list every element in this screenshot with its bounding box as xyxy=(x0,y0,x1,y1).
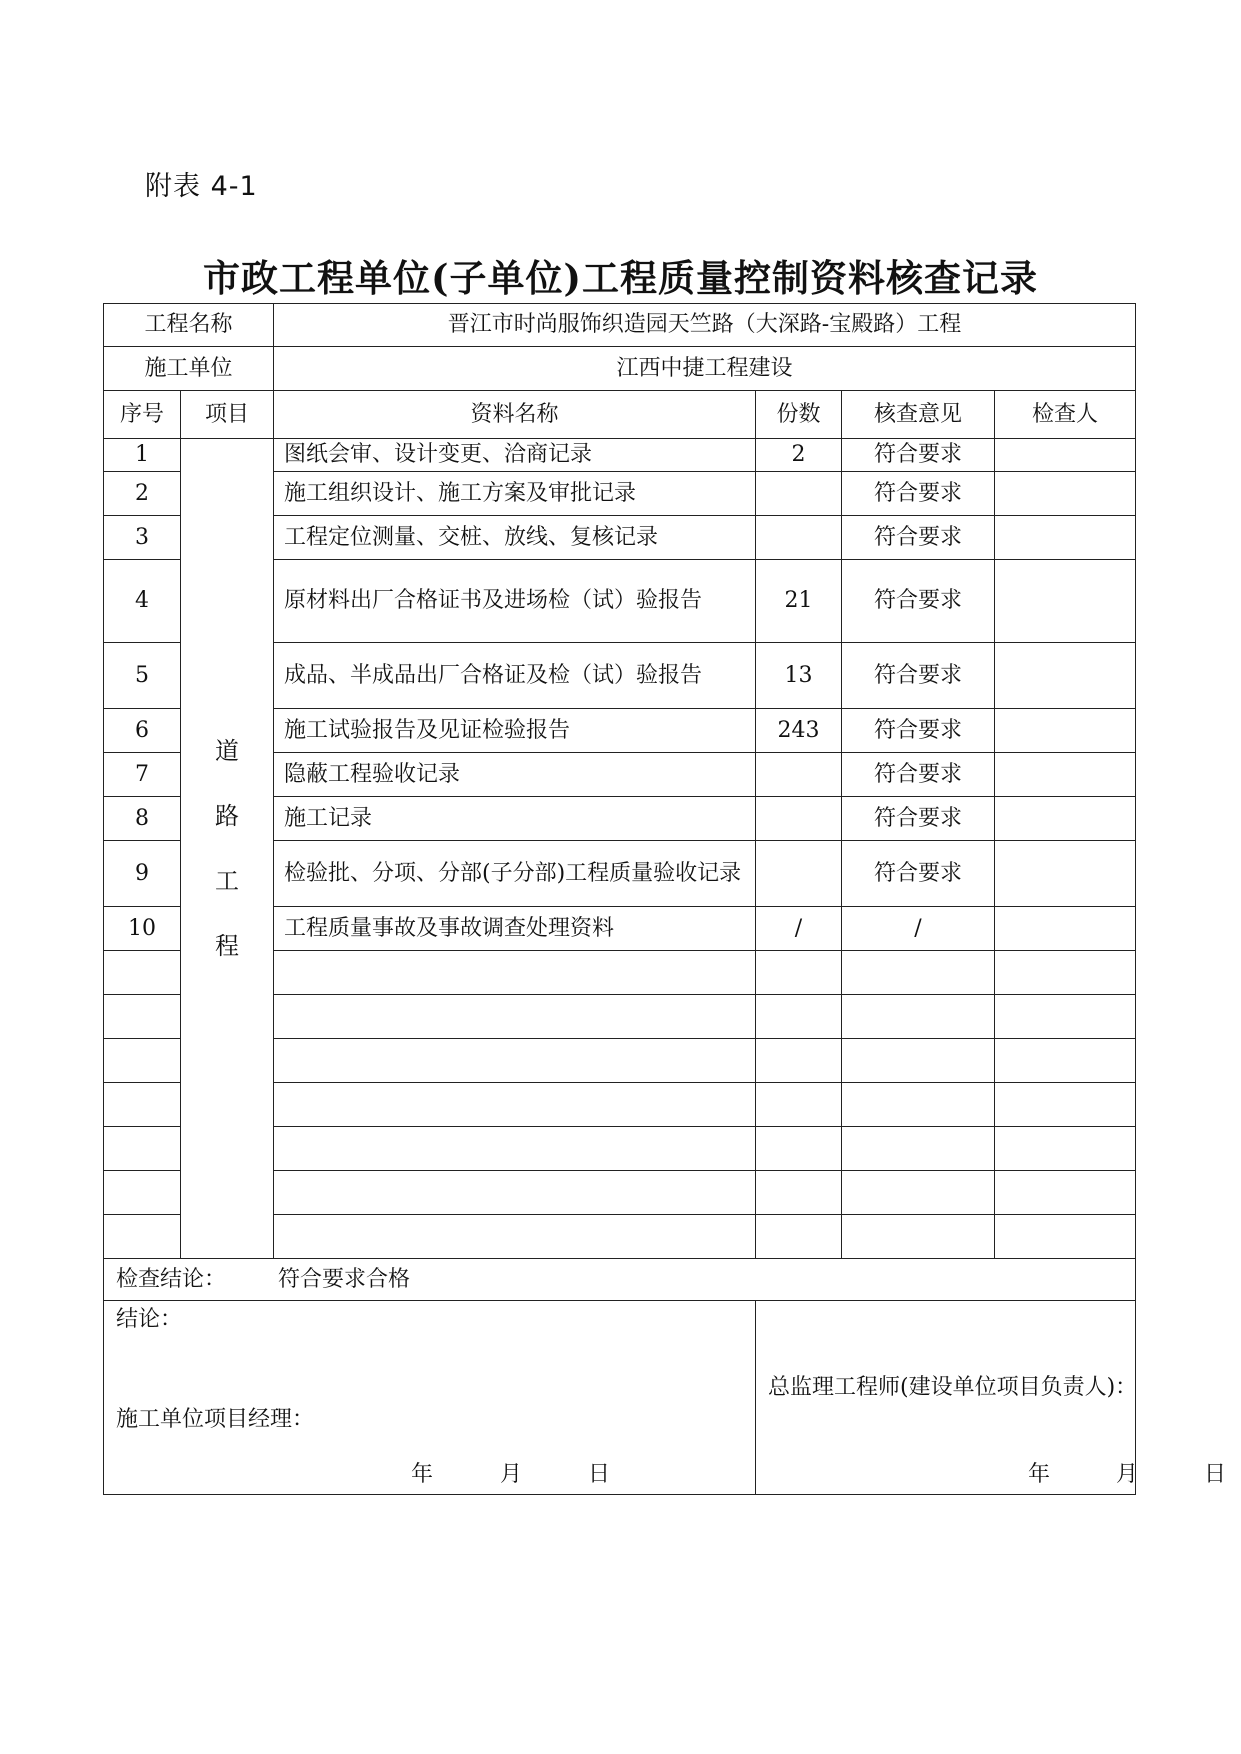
project-name-value: 晋江市时尚服饰织造园天竺路（大深路-宝殿路）工程 xyxy=(274,304,1136,347)
column-header-row xyxy=(104,391,1136,439)
row-doc-name: 原材料出厂合格证书及进场检（试）验报告 xyxy=(274,560,756,643)
conclusion-label: 检查结论： xyxy=(116,1266,227,1292)
row-opinion: 符合要求 xyxy=(842,560,995,643)
row-inspector xyxy=(995,439,1136,472)
row-count xyxy=(756,472,842,516)
row-opinion: 符合要求 xyxy=(842,753,995,797)
row-doc-name: 检验批、分项、分部(子分部)工程质量验收记录 xyxy=(274,841,756,907)
contractor-label: 施工单位 xyxy=(104,347,274,391)
row-count xyxy=(756,516,842,560)
contractor-signoff-cell xyxy=(104,1301,756,1495)
row-opinion: 符合要求 xyxy=(842,643,995,709)
row-count: 13 xyxy=(756,643,842,709)
row-opinion: 符合要求 xyxy=(842,797,995,841)
category-char: 工 xyxy=(215,866,239,895)
table-row xyxy=(104,439,1136,472)
row-seq: 1 xyxy=(104,439,181,472)
row-doc-name: 工程定位测量、交桩、放线、复核记录 xyxy=(274,516,756,560)
row-inspector xyxy=(995,753,1136,797)
header-count: 份数 xyxy=(756,391,842,439)
row-opinion: 符合要求 xyxy=(842,472,995,516)
row-doc-name: 施工组织设计、施工方案及审批记录 xyxy=(274,472,756,516)
row-seq: 4 xyxy=(104,560,181,643)
row-doc-name: 图纸会审、设计变更、洽商记录 xyxy=(274,439,756,472)
row-seq: 8 xyxy=(104,797,181,841)
header-opinion: 核查意见 xyxy=(842,391,995,439)
row-count: 243 xyxy=(756,709,842,753)
date-day: 日 xyxy=(1204,1462,1227,1487)
row-opinion: 符合要求 xyxy=(842,709,995,753)
conclusion-value: 符合要求合格 xyxy=(278,1266,411,1292)
contractor-value: 江西中捷工程建设 xyxy=(274,347,1136,391)
category-char: 程 xyxy=(215,931,239,960)
row-inspector xyxy=(995,472,1136,516)
category-char: 路 xyxy=(215,801,239,830)
row-doc-name: 施工记录 xyxy=(274,797,756,841)
project-name-label: 工程名称 xyxy=(104,304,274,347)
row-seq: 3 xyxy=(104,516,181,560)
inspection-table xyxy=(103,303,1227,1495)
date-day: 日 xyxy=(588,1462,611,1487)
date-year: 年 xyxy=(411,1462,434,1487)
row-seq: 5 xyxy=(104,643,181,709)
row-inspector xyxy=(995,560,1136,643)
contractor-manager-label: 施工单位项目经理： xyxy=(116,1407,315,1432)
category-char: 道 xyxy=(215,736,239,765)
row-doc-name: 隐蔽工程验收记录 xyxy=(274,753,756,797)
contractor-row xyxy=(104,347,1136,391)
row-seq: 7 xyxy=(104,753,181,797)
row-seq: 9 xyxy=(104,841,181,907)
row-doc-name: 施工试验报告及见证检验报告 xyxy=(274,709,756,753)
row-count xyxy=(756,753,842,797)
row-seq: 10 xyxy=(104,907,181,951)
row-count: 21 xyxy=(756,560,842,643)
row-count xyxy=(756,797,842,841)
date-year: 年 xyxy=(1028,1462,1051,1487)
row-inspector xyxy=(995,841,1136,907)
row-opinion: 符合要求 xyxy=(842,841,995,907)
row-opinion: / xyxy=(842,907,995,951)
attachment-label: 附表 4-1 xyxy=(145,171,258,202)
document-title: 市政工程单位(子单位)工程质量控制资料核查记录 xyxy=(202,256,1038,300)
project-name-row xyxy=(104,304,1136,347)
row-count xyxy=(756,841,842,907)
row-inspector xyxy=(995,516,1136,560)
date-month: 月 xyxy=(500,1462,523,1487)
row-count: / xyxy=(756,907,842,951)
row-doc-name: 成品、半成品出厂合格证及检（试）验报告 xyxy=(274,643,756,709)
row-count: 2 xyxy=(756,439,842,472)
supervisor-signoff-cell xyxy=(756,1301,1227,1495)
row-opinion: 符合要求 xyxy=(842,516,995,560)
header-doc: 资料名称 xyxy=(274,391,756,439)
row-inspector xyxy=(995,907,1136,951)
chief-supervisor-label: 总监理工程师(建设单位项目负责人)： xyxy=(768,1375,1138,1400)
left-conclusion-label: 结论： xyxy=(116,1307,183,1332)
conclusion-row xyxy=(104,1259,1136,1301)
header-seq: 序号 xyxy=(104,391,181,439)
row-doc-name: 工程质量事故及事故调查处理资料 xyxy=(274,907,756,951)
row-seq: 6 xyxy=(104,709,181,753)
row-inspector xyxy=(995,797,1136,841)
row-seq: 2 xyxy=(104,472,181,516)
conclusion-cell xyxy=(104,1259,1136,1301)
header-inspector: 检查人 xyxy=(995,391,1136,439)
row-inspector xyxy=(995,709,1136,753)
date-month: 月 xyxy=(1116,1462,1139,1487)
row-inspector xyxy=(995,643,1136,709)
category-cell xyxy=(181,439,274,1259)
signoff-row xyxy=(104,1301,1136,1495)
header-item: 项目 xyxy=(181,391,274,439)
row-opinion: 符合要求 xyxy=(842,439,995,472)
